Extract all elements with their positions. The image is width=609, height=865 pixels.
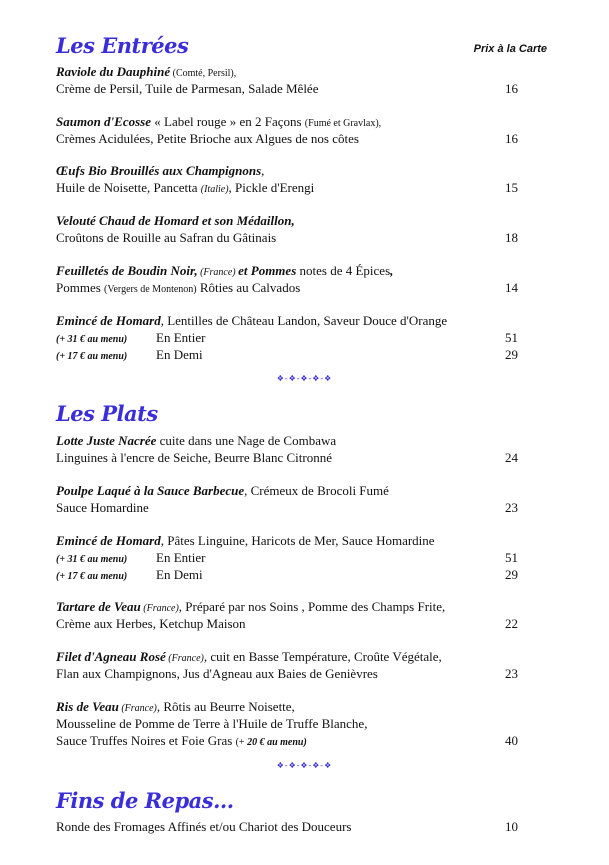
dish-description: Pommes (56, 280, 105, 295)
dish-description: , Crémeux de Brocoli Fumé (244, 483, 389, 498)
menu-item (56, 162, 518, 196)
dish-price: 22 (505, 616, 518, 631)
section-title-entrees: Les Entrées (56, 33, 189, 58)
dish-description: cuite dans une Nage de Combawa (156, 433, 337, 448)
portion-label: En Entier (156, 550, 206, 565)
section-title-plats: Les Plats (56, 401, 158, 426)
dish-name: Lotte Juste Nacrée (56, 433, 157, 448)
dish-name: Feuilletés de Boudin Noir, (56, 263, 198, 278)
menu-supplement: (+ 17 € au menu) (56, 351, 128, 362)
dish-origin: (France) (140, 603, 179, 614)
menu-item (56, 698, 518, 749)
dish-name: et Pommes (238, 263, 297, 278)
dish-price: 16 (505, 131, 518, 146)
menu-item (56, 598, 518, 632)
dish-description: Crèmes Acidulées, Petite Brioche aux Algues de nos côtes (56, 131, 359, 146)
separator-ornament: ❖-❖-❖-❖-❖ (276, 761, 333, 770)
dish-price: 10 (505, 819, 518, 834)
menu-item (56, 532, 518, 583)
dish-description: Sauce Truffes Noires et Foie Gras (56, 733, 236, 748)
dish-name: Raviole du Dauphiné (56, 64, 171, 79)
dish-price: 40 (505, 733, 518, 748)
dish-price: 24 (505, 450, 518, 465)
dish-description: Crème aux Herbes, Ketchup Maison (56, 616, 246, 631)
dish-price: 23 (505, 500, 518, 515)
dish-name: Filet d'Agneau Rosé (56, 649, 166, 664)
separator-ornament: ❖-❖-❖-❖-❖ (276, 374, 333, 383)
dish-name: Œufs Bio Brouillés aux Champignons (56, 163, 262, 178)
menu-item (56, 113, 518, 147)
dish-price: 51 (505, 550, 518, 565)
menu-item (56, 262, 518, 296)
dish-price: 14 (505, 280, 518, 295)
menu-item (56, 482, 518, 516)
dish-description: Sauce Homardine (56, 500, 149, 515)
dish-name: Poulpe Laqué à la Sauce Barbecue (56, 483, 245, 498)
dish-description: Crème de Persil, Tuile de Parmesan, Salade Mêlée (56, 81, 319, 96)
dish-description: , Pâtes Linguine, Haricots de Mer, Sauce Homardine (160, 533, 435, 548)
dish-name: Velouté Chaud de Homard et son Médaillon, (56, 213, 295, 228)
dish-description: , Préparé par nos Soins , Pomme des Champs Frite, (178, 599, 446, 614)
dish-description: , Pickle d'Erengi (228, 180, 315, 195)
menu-supplement: (+ 31 € au menu) (56, 334, 128, 345)
dish-description: Mousseline de Pomme de Terre à l'Huile de Truffe Blanche, (56, 716, 368, 731)
dish-price: 51 (505, 330, 518, 345)
dish-price: 15 (505, 180, 518, 195)
dish-origin: (Vergers de Montenon) (104, 284, 197, 295)
menu-item (56, 63, 518, 97)
section-title-fins: Fins de Repas... (56, 788, 234, 813)
portion-label: En Demi (156, 347, 203, 362)
dish-origin: (France) (165, 653, 204, 664)
dish-punct: , (390, 263, 394, 278)
dish-name: Emincé de Homard (56, 313, 161, 328)
menu-item (56, 818, 518, 835)
portion-label: En Entier (156, 330, 206, 345)
dish-origin: (France) (118, 703, 157, 714)
dish-description: Croûtons de Rouille au Safran du Gâtinais (56, 230, 277, 245)
dish-name: Tartare de Veau (56, 599, 141, 614)
dish-punct: , (261, 163, 265, 178)
dish-description: , Rôtis au Beurre Noisette, (156, 699, 295, 714)
dish-description: notes de 4 Épices (296, 263, 391, 278)
dish-description: « Label rouge » en 2 Façons (151, 114, 305, 129)
dish-origin: (Italie) (200, 184, 229, 195)
dish-description: , cuit en Basse Température, Croûte Végétale, (203, 649, 442, 664)
portion-label: En Demi (156, 567, 203, 582)
dish-description: Flan aux Champignons, Jus d'Agneau aux Baies de Genièvres (56, 666, 378, 681)
menu-item (56, 312, 518, 363)
dish-name: Emincé de Homard (56, 533, 161, 548)
dish-description: Ronde des Fromages Affinés et/ou Chariot des Douceurs (56, 819, 352, 834)
dish-name: Ris de Veau (56, 699, 119, 714)
dish-description: , Lentilles de Château Landon, Saveur Douce d'Orange (160, 313, 448, 328)
dish-name: Saumon d'Ecosse (56, 114, 151, 129)
dish-price: 18 (505, 230, 518, 245)
dish-price: 16 (505, 81, 518, 96)
menu-supplement: (+ (235, 737, 248, 748)
menu-item (56, 432, 518, 466)
menu-supplement: (+ 31 € au menu) (56, 554, 128, 565)
dish-description: Linguines à l'encre de Seiche, Beurre Blanc Citronné (56, 450, 332, 465)
dish-description: Huile de Noisette, Pancetta (56, 180, 201, 195)
dish-price: 29 (505, 347, 518, 362)
menu-item (56, 212, 518, 246)
menu-item (56, 648, 518, 682)
dish-note: (Fumé et Gravlax), (304, 118, 382, 129)
dish-origin: (France) (197, 267, 239, 278)
dish-description: Rôties au Calvados (196, 280, 301, 295)
dish-note: (Comté, Persil), (170, 68, 237, 79)
price-column-label: Prix à la Carte (473, 43, 547, 55)
menu-supplement: (+ 17 € au menu) (56, 571, 128, 582)
menu-supplement: 20 € au menu) (247, 737, 307, 748)
dish-price: 29 (505, 567, 518, 582)
dish-price: 23 (505, 666, 518, 681)
